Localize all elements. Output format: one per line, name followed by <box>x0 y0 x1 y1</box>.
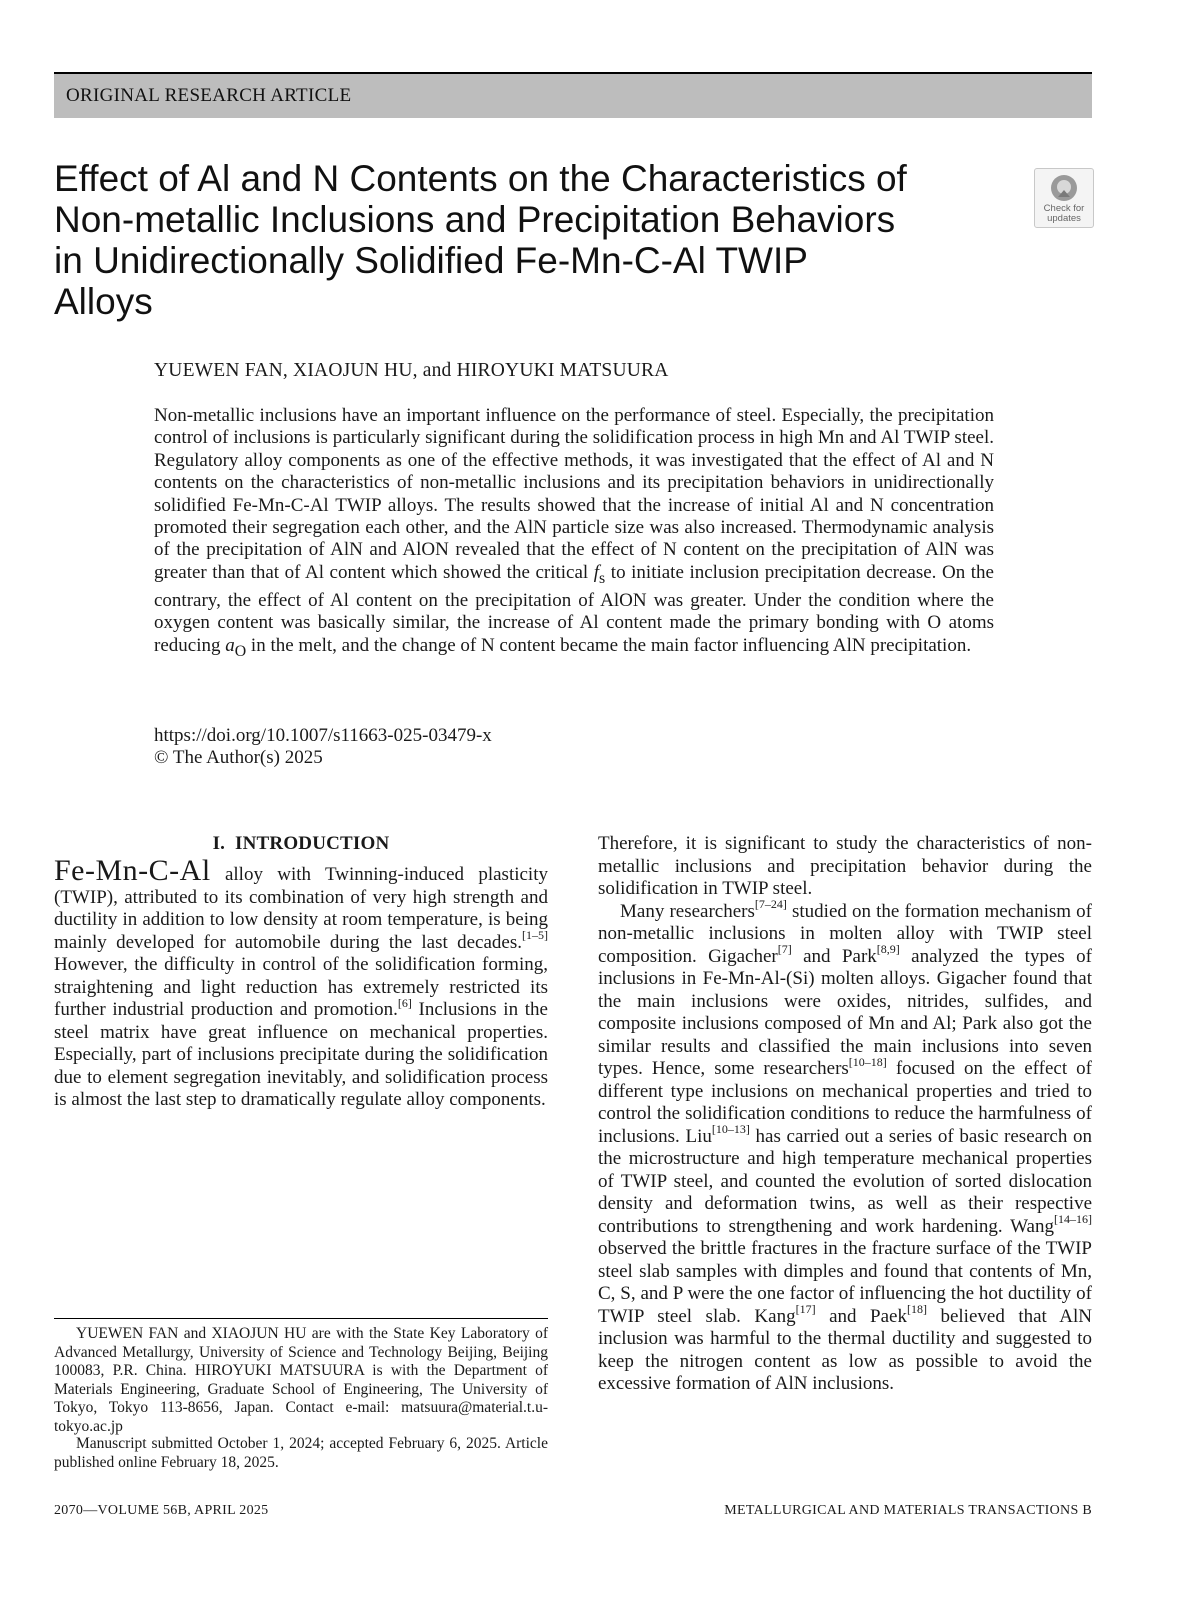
intro-text-7: analyzed the types of inclusions in Fe-Mn-Al-(Si) molten alloys. Gigacher found that the main inclusions were oxides, nitrides, sulfides, and composite inclusions composed of Mn and Al; Park also got the similar results and classified the main inclusions into seven types. Hence, some researchers <box>598 945 1092 1079</box>
footer-volume: 2070—VOLUME 56B, APRIL 2025 <box>54 1503 269 1518</box>
check-for-updates-label: Check for updates <box>1043 203 1085 224</box>
intro-text-8: focused on the effect of different type inclusions on mechanical properties and tried to control the solidification conditions to reduce the harmfulness of inclusions. Liu <box>598 1058 1093 1147</box>
citation-10-13[interactable]: [10–13] <box>711 1122 750 1137</box>
intro-text-5: studied on the formation mechanism of non-metallic inclusions in molten alloy with TWIP steel composition. Gigacher <box>598 900 1092 967</box>
intro-paragraph-1 <box>54 854 548 1112</box>
abstract-part-3: in the melt, and the change of N content became the main factor influencing AlN precipitation. <box>246 634 972 656</box>
intro-text-2: However, the difficulty in control of the solidification forming, straightening and light reduction has extremely restricted its further industrial production and promotion. <box>54 954 548 1020</box>
intro-paragraph-2: Therefore, it is significant to study the characteristics of non-metallic inclusions and precipitation behavior during the solidification in TWIP steel. <box>598 833 1092 899</box>
article-type-label: ORIGINAL RESEARCH ARTICLE <box>66 85 352 106</box>
intro-text-10: observed the brittle fractures in the fracture surface of the TWIP steel slab samples with dimples and found that contents of Mn, C, S, and P were the one factor of influencing the hot ductility of TWIP steel slab. Kang <box>598 1238 1092 1327</box>
intro-text-9: has carried out a series of basic research on the microstructure and high temperature mechanical properties of TWIP steel, and counted the evolution of sorted dislocation density and deformation twins, as well as their respective contributions to strengthening and work hardening. Wang <box>598 1125 1092 1237</box>
abstract-part-2: to initiate inclusion precipitation decrease. On the contrary, the effect of Al content on the precipitation of AlON was greater. Under the condition where the oxygen content was basically similar, the increase of Al content made the primary bonding with O atoms reducing <box>154 561 994 656</box>
citation-17[interactable]: [17] <box>795 1302 816 1317</box>
citation-7-24[interactable]: [7–24] <box>754 897 787 912</box>
citation-1-5[interactable]: [1–5] <box>522 928 548 943</box>
intro-text-11: and Paek <box>815 1305 907 1327</box>
ao-subscript: O <box>234 642 247 660</box>
citation-14-16[interactable]: [14–16] <box>1054 1212 1092 1227</box>
footnote-dates: Manuscript submitted October 1, 2024; accepted February 6, 2025. Article published online February 18, 2025. <box>54 1435 548 1471</box>
intro-text-12: believed that AlN inclusion was harmful to the thermal ductility and suggested to keep the nitrogen content as low as possible to avoid the excessive formation of AlN inclusions. <box>598 1305 1092 1394</box>
citation-10-18[interactable]: [10–18] <box>848 1054 887 1069</box>
intro-text-3: Inclusions in the steel matrix have great influence on mechanical properties. Especially, part of inclusions precipitate during the solidification due to element segregation inevitably, and solidification process is almost the last step to dramatically regulate alloy components. <box>54 999 548 1110</box>
right-column <box>598 833 1092 1396</box>
section-heading-introduction: I. INTRODUCTION <box>212 833 390 854</box>
citation-18[interactable]: [18] <box>906 1302 927 1317</box>
intro-text-4: Many researchers <box>620 900 755 922</box>
ao-symbol: a <box>225 634 235 656</box>
article-type-band <box>54 74 1092 118</box>
article-title: Effect of Al and N Contents on the Characteristics of Non-metallic Inclusions and Precipitation Behaviors in Unidirectionally Solidified Fe-Mn-C-Al TWIP Alloys <box>54 158 907 322</box>
intro-paragraph-3 <box>598 897 1093 1396</box>
left-column <box>54 854 548 1112</box>
citation-8-9[interactable]: [8,9] <box>876 942 900 957</box>
doi-link[interactable]: https://doi.org/10.1007/s11663-025-03479-x <box>154 725 492 746</box>
citation-6[interactable]: [6] <box>397 995 412 1010</box>
check-for-updates-badge[interactable] <box>1034 168 1094 228</box>
footnote-rule <box>54 1318 548 1319</box>
intro-text-1: alloy with Twinning-induced plasticity (TWIP), attributed to its combination of very high strength and ductility in addition to low density at room temperature, is being mainly developed for automobile during the last decades. <box>54 864 548 953</box>
author-list: YUEWEN FAN, XIAOJUN HU, and HIROYUKI MATSUURA <box>154 360 669 381</box>
citation-7[interactable]: [7] <box>777 942 792 957</box>
footer-journal: METALLURGICAL AND MATERIALS TRANSACTIONS B <box>724 1503 1092 1518</box>
check-for-updates-icon <box>1049 173 1079 203</box>
abstract <box>154 405 994 663</box>
fs-symbol: f <box>593 561 600 583</box>
copyright-notice: © The Author(s) 2025 <box>154 747 323 768</box>
intro-text-6: and Park <box>791 945 877 967</box>
abstract-part-1: Non-metallic inclusions have an important influence on the performance of steel. Especially, the precipitation control of inclusions is particularly significant during the solidification process in high Mn and Al TWIP steel. Regulatory alloy components as one of the effective methods, it was investigated that the effect of Al and N contents on the characteristics of non-metallic inclusions and its precipitation behaviors in unidirectionally solidified Fe-Mn-C-Al TWIP alloys. The results showed that the increase of initial Al and N concentration promoted their segregation each other, and the AlN particle size was also increased. Thermodynamic analysis of the precipitation of AlN and AlON revealed that the effect of N content on the precipitation of AlN was greater than that of Al content which showed the critical <box>154 405 994 583</box>
fs-subscript: s <box>599 569 606 587</box>
drop-cap-alloy-name: Fe-Mn-C-Al <box>54 854 211 887</box>
footnote-affiliation: YUEWEN FAN and XIAOJUN HU are with the State Key Laboratory of Advanced Metallurgy, University of Science and Technology Beijing, Beijing 100083, P.R. China. HIROYUKI MATSUURA is with the Department of Materials Engineering, Graduate School of Engineering, The University of Tokyo, Tokyo 113-8656, Japan. Contact e-mail: matsuura@material.t.u-tokyo.ac.jp <box>54 1325 548 1435</box>
